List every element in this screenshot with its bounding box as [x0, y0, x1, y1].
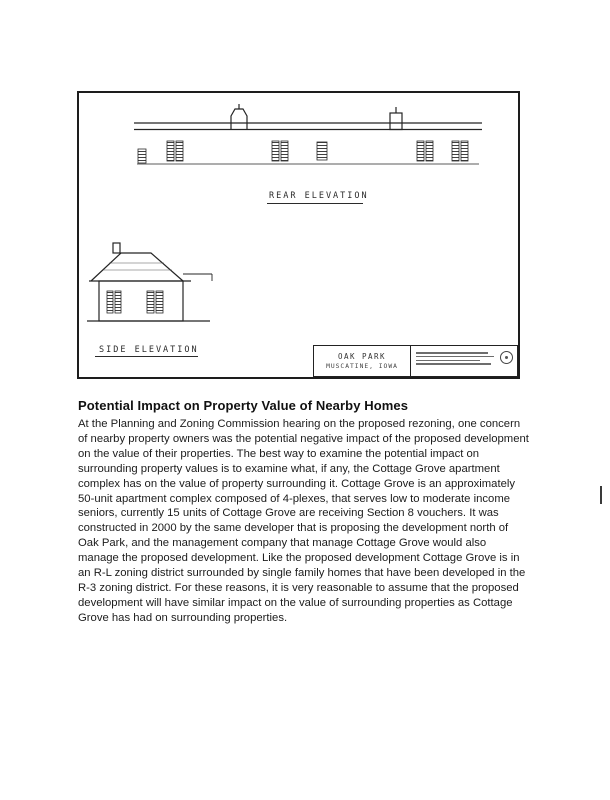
- illegible-text-line: [416, 360, 480, 362]
- project-location: MUSCATINE, IOWA: [326, 363, 398, 370]
- elevation-line-art: [79, 93, 518, 377]
- side-elevation-label: SIDE ELEVATION: [99, 345, 199, 355]
- title-block-project-cell: [314, 346, 411, 376]
- illegible-text-line: [416, 356, 494, 358]
- article-heading: Potential Impact on Property Value of Nearby Homes: [78, 398, 409, 413]
- rear-elevation-label: REAR ELEVATION: [269, 191, 369, 201]
- illegible-text-line: [416, 352, 488, 354]
- architect-stamp-dot: [505, 356, 508, 359]
- title-block: [313, 345, 518, 377]
- side-elevation-windows: [107, 291, 163, 313]
- illegible-text-line: [416, 363, 491, 365]
- scan-artifact-mark: [600, 486, 602, 504]
- title-block-firm-cell: [411, 346, 517, 376]
- project-name: OAK PARK: [337, 352, 387, 361]
- article-section: [78, 398, 530, 626]
- rear-elevation-windows: [138, 141, 468, 163]
- side-elevation-label-underline: [95, 356, 198, 357]
- article-body: At the Planning and Zoning Commission hearing on the proposed rezoning, one concern of nearby property owners was the potential negative impact of the proposed development on the value of their properties. The best way to examine the potential impact on surrounding property values is to examine what, if any, the Cottage Grove apartment complex has on the value of property surrounding it. Cottage Grove is an approximately 50-unit apartment complex composed of 4-plexes, that serves low to moderate income seniors, currently 15 units of Cottage Grove are receiving Section 8 vouchers. It was constructed in 2000 by the same developer that is proposing the development north of Oak Park, and the management company that manage Cottage Grove would also manage the proposed development. Like the proposed development Cottage Grove is in an R-L zoning district surrounded by single family homes that have been developed in the R-3 zoning district. For these reasons, it is very reasonable to assume that the proposed development will have similar impact on the value of surrounding properties as Cottage Grove has had on surrounding properties.: [78, 418, 529, 624]
- drawing-sheet: [77, 91, 520, 379]
- rear-elevation-label-underline: [267, 203, 363, 204]
